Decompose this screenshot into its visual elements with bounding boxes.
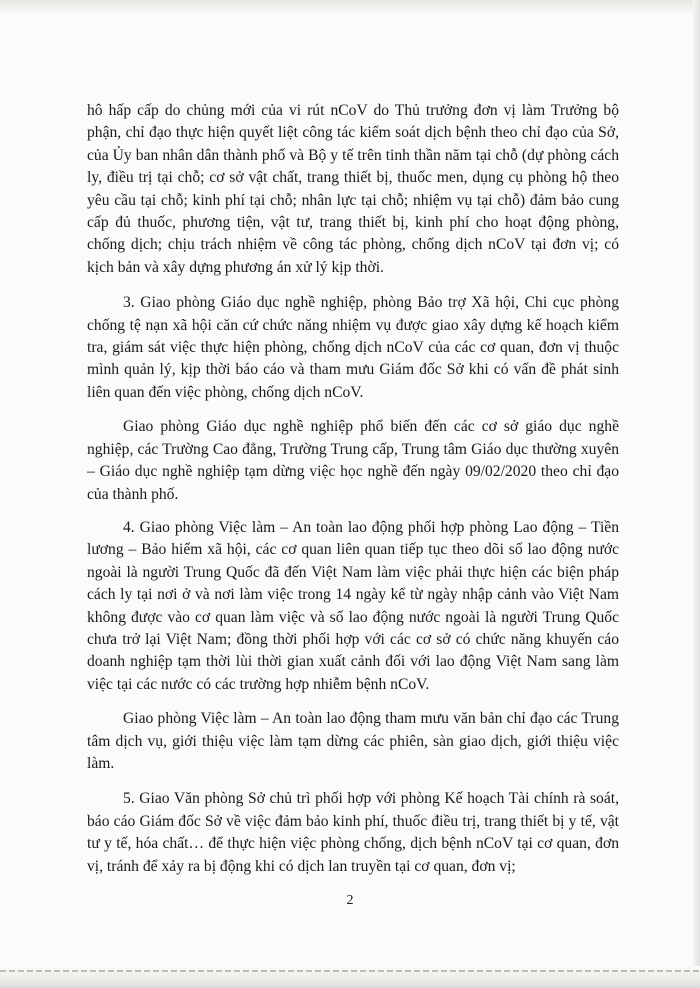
paragraph-item-5: 5. Giao Văn phòng Sở chủ trì phối hợp với phòng Kế hoạch Tài chính rà soát, báo cáo Giám đốc Sở về việc đảm bảo kinh phí, thuốc điều trị, trang thiết bị y tế, vật tư y tế, hóa chất… để thực hiện việc phòng chống, dịch bệnh nCoV tại cơ quan, đơn vị, tránh để xảy ra bị động khi có dịch lan truyền tại cơ quan, đơn vị; [87,790,619,875]
page-number: 2 [346,893,354,908]
paragraph-item-3: 3. Giao phòng Giáo dục nghề nghiệp, phòng Bảo trợ Xã hội, Chi cục phòng chống tệ nạn xã hội căn cứ chức năng nhiệm vụ được giao xây dựng kế hoạch kiểm tra, giám sát việc thực hiện phòng, chống dịch nCoV của các cơ quan, đơn vị thuộc mình quản lý, kịp thời báo cáo và tham mưu Giám đốc Sở khi có vấn đề phát sinh liên quan đến việc phòng, chống dịch nCoV. [87,294,619,401]
paragraph-item-4: 4. Giao phòng Việc làm – An toàn lao động phối hợp phòng Lao động – Tiền lương – Bảo hiểm xã hội, các cơ quan liên quan tiếp tục theo dõi số lao động nước ngoài là người Trung Quốc đã đến Việt Nam làm việc phải thực hiện các biện pháp cách ly tại nơi ở và nơi làm việc trong 14 ngày kể từ ngày nhập cảnh vào Việt Nam không được vào cơ quan làm việc và số lao động nước ngoài là người Trung Quốc chưa trở lại Việt Nam; đồng thời phối hợp với các cơ sở có chức năng khuyến cáo doanh nghiệp tạm thời lùi thời gian xuất cảnh đối với lao động Việt Nam sang làm việc tại các nước có các trường hợp nhiễm bệnh nCoV. [87,518,619,693]
paragraph-employment-safety: Giao phòng Việc làm – An toàn lao động tham mưu văn bản chỉ đạo các Trung tâm dịch vụ, giới thiệu việc làm tạm dừng các phiên, sàn giao dịch, giới thiệu việc làm. [87,710,619,772]
scan-right-edge [693,0,700,988]
document-body [87,100,619,878]
paragraph-continuation: hô hấp cấp do chủng mới của vi rút nCoV do Thủ trưởng đơn vị làm Trưởng bộ phận, chỉ đạo thực hiện quyết liệt công tác kiểm soát dịch bệnh theo chỉ đạo của Sở, của Ủy ban nhân dân thành phố và Bộ y tế trên tinh thần năm tại chỗ (dự phòng cách ly, điều trị tại chỗ; cơ sở vật chất, trang thiết bị, thuốc men, dụng cụ phòng hộ theo yêu cầu tại chỗ; kinh phí tại chỗ; nhân lực tại chỗ; nhiệm vụ tại chỗ) đảm bảo cung cấp đủ thuốc, phương tiện, vật tư, trang thiết bị, kinh phí cho hoạt động phòng, chống dịch; chịu trách nhiệm về công tác phòng, chống dịch nCoV tại đơn vị; có kịch bản và xây dựng phương án xử lý kịp thời. [87,102,619,276]
scan-bottom-line [0,970,700,972]
scan-top-edge [0,0,700,14]
paragraph-vocational-education: Giao phòng Giáo dục nghề nghiệp phổ biến đến các cơ sở giáo dục nghề nghiệp, các Trường Cao đẳng, Trường Trung cấp, Trung tâm Giáo dục thường xuyên – Giáo dục nghề nghiệp tạm dừng việc học nghề đến ngày 09/02/2020 theo chỉ đạo của thành phố. [87,418,619,503]
